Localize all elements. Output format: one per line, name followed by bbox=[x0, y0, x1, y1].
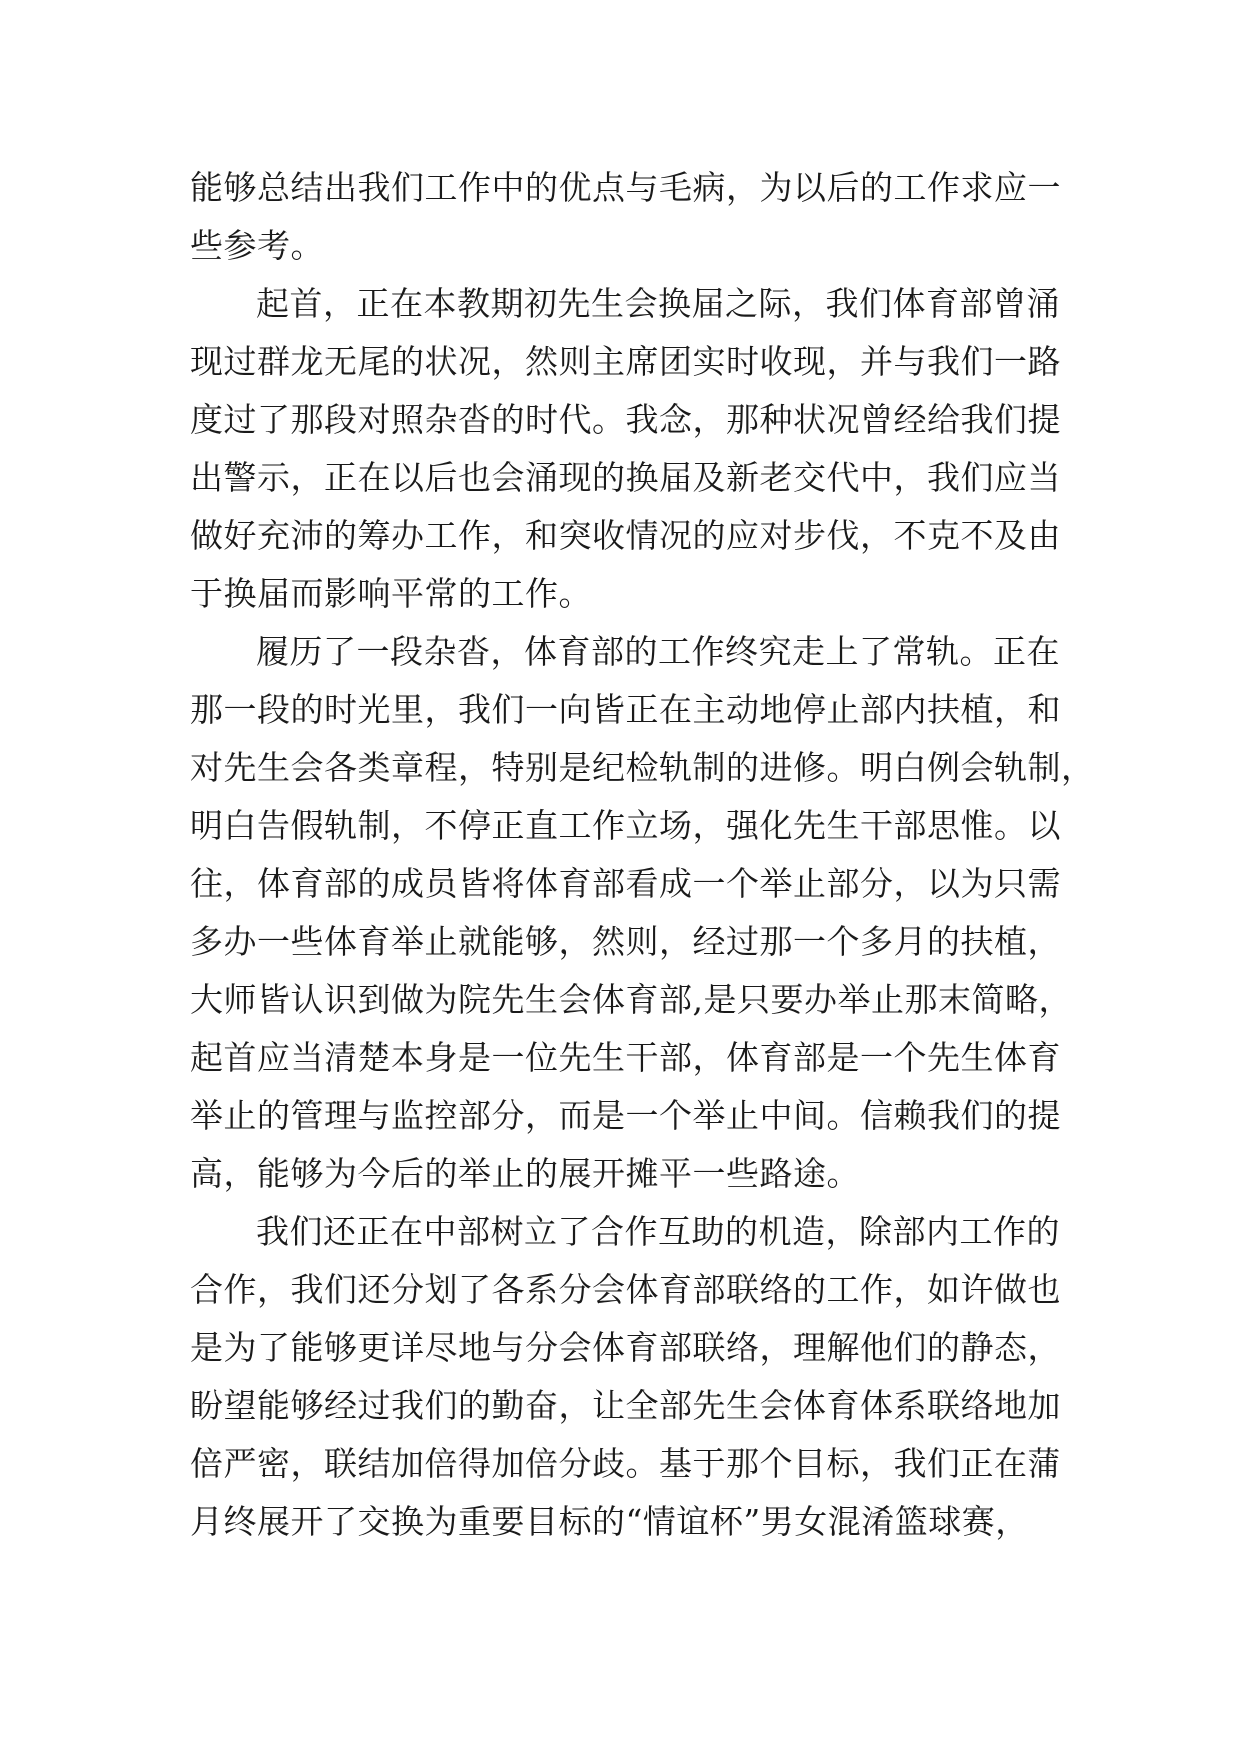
text-line: 那一段的时光里，我们一向皆正在主动地停止部内扶植，和 bbox=[190, 690, 1061, 729]
paragraph-4 bbox=[190, 1203, 1061, 1551]
text-line: 履历了一段杂沓，体育部的工作终究走上了常轨。正在 bbox=[256, 632, 1060, 671]
text-line: 度过了那段对照杂沓的时代。我念，那种状况曾经给我们提 bbox=[190, 400, 1061, 439]
text-line: 起首，正在本教期初先生会换届之际，我们体育部曾涌 bbox=[256, 284, 1060, 323]
text-line: 现过群龙无尾的状况，然则主席团实时收现，并与我们一路 bbox=[190, 342, 1061, 381]
text-line: 于换届而影响平常的工作。 bbox=[190, 574, 592, 613]
text-line: 些参考。 bbox=[190, 226, 324, 265]
text-line: 是为了能够更详尽地与分会体育部联络，理解他们的静态， bbox=[190, 1328, 1061, 1367]
paragraph-2 bbox=[190, 275, 1061, 623]
text-line: 多办一些体育举止就能够，然则，经过那一个多月的扶植， bbox=[190, 922, 1061, 961]
text-line: 倍严密，联结加倍得加倍分歧。基于那个目标，我们正在蒲 bbox=[190, 1444, 1061, 1483]
text-line: 大师皆认识到做为院先生会体育部,是只要办举止那末简略， bbox=[190, 980, 1072, 1019]
text-line: 起首应当清楚本身是一位先生干部，体育部是一个先生体育 bbox=[190, 1038, 1061, 1077]
text-line: 合作，我们还分划了各系分会体育部联络的工作，如许做也 bbox=[190, 1270, 1061, 1309]
text-line: 能够总结出我们工作中的优点与毛病，为以后的工作求应一 bbox=[190, 168, 1061, 207]
text-line: 盼望能够经过我们的勤奋，让全部先生会体育体系联络地加 bbox=[190, 1386, 1061, 1425]
text-line: 做好充沛的筹办工作，和突收情况的应对步伐，不克不及由 bbox=[190, 516, 1061, 555]
text-line: 对先生会各类章程，特别是纪检轨制的进修。明白例会轨制， bbox=[190, 748, 1095, 787]
text-line: 我们还正在中部树立了合作互助的机造，除部内工作的 bbox=[256, 1212, 1060, 1251]
text-line: 明白告假轨制，不停正直工作立场，强化先生干部思惟。以 bbox=[190, 806, 1061, 845]
paragraph-1 bbox=[190, 159, 1061, 275]
text-line: 高，能够为今后的举止的展开摊平一些路途。 bbox=[190, 1154, 860, 1193]
body-text bbox=[190, 159, 1095, 1551]
text-line: 往，体育部的成员皆将体育部看成一个举止部分，以为只需 bbox=[190, 864, 1061, 903]
text-line: 举止的管理与监控部分，而是一个举止中间。信赖我们的提 bbox=[190, 1096, 1061, 1135]
paragraph-3 bbox=[190, 623, 1095, 1203]
text-line: 出警示，正在以后也会涌现的换届及新老交代中，我们应当 bbox=[190, 458, 1061, 497]
text-line: 月终展开了交换为重要目标的“情谊杯”男女混淆篮球赛， bbox=[190, 1502, 1029, 1541]
